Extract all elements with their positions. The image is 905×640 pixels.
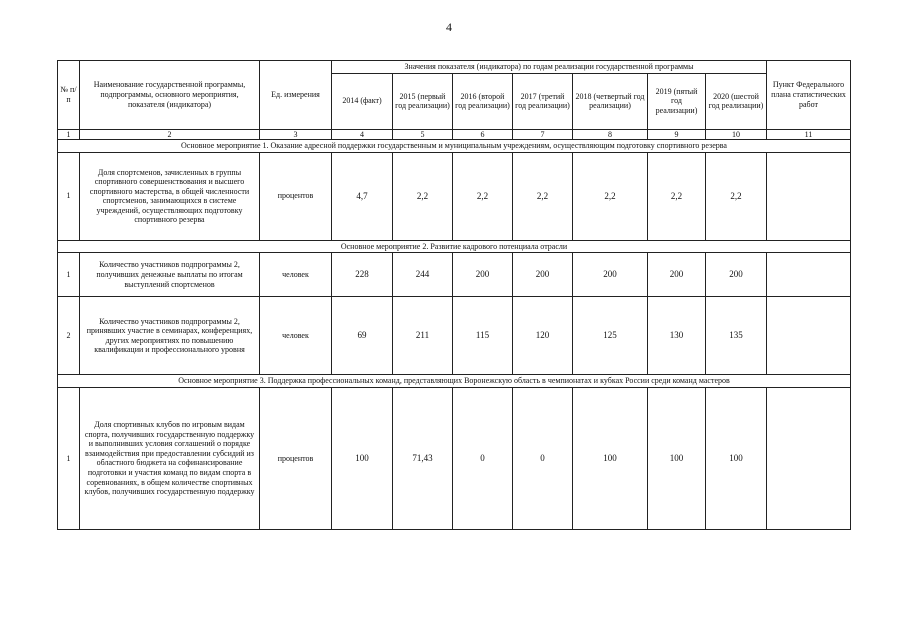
indicators-table	[57, 60, 851, 530]
year-header: 2019 (пятый год реализации)	[648, 73, 706, 129]
row-number: 1	[58, 253, 80, 297]
year-value: 125	[573, 297, 648, 375]
year-header: 2016 (второй год реализации)	[453, 73, 513, 129]
col-number: 8	[573, 129, 648, 140]
year-value: 135	[706, 297, 767, 375]
section-row	[58, 375, 851, 388]
col-number: 10	[706, 129, 767, 140]
col-number: 5	[393, 129, 453, 140]
unit: человек	[260, 253, 332, 297]
year-value: 0	[453, 387, 513, 529]
year-value: 100	[332, 387, 393, 529]
table-row	[58, 387, 851, 529]
col-number: 2	[80, 129, 260, 140]
year-value: 2,2	[706, 152, 767, 240]
unit: процентов	[260, 152, 332, 240]
year-value: 2,2	[393, 152, 453, 240]
section-title: Основное мероприятие 1. Оказание адресной поддержки государственным и муниципальным учреждениям, осуществляющим подготовку спортивного резерва	[58, 140, 851, 153]
section-title: Основное мероприятие 2. Развитие кадрового потенциала отрасли	[58, 240, 851, 253]
year-value: 211	[393, 297, 453, 375]
unit: человек	[260, 297, 332, 375]
fed-plan-item	[767, 297, 851, 375]
year-value: 71,43	[393, 387, 453, 529]
year-header: 2014 (факт)	[332, 73, 393, 129]
row-number: 2	[58, 297, 80, 375]
fed-plan-item	[767, 253, 851, 297]
name-col-header: Наименование государственной программы, подпрограммы, основного мероприятия, показателя (индикатора)	[80, 61, 260, 130]
col-number: 4	[332, 129, 393, 140]
year-header: 2018 (четвертый год реализации)	[573, 73, 648, 129]
header-row	[58, 61, 851, 74]
unit: процентов	[260, 387, 332, 529]
table-row	[58, 152, 851, 240]
year-value: 4,7	[332, 152, 393, 240]
fed-plan-item	[767, 387, 851, 529]
year-value: 2,2	[648, 152, 706, 240]
section-row	[58, 240, 851, 253]
year-value: 200	[648, 253, 706, 297]
row-number: 1	[58, 152, 80, 240]
year-value: 2,2	[513, 152, 573, 240]
year-value: 200	[573, 253, 648, 297]
values-group-header: Значения показателя (индикатора) по годам реализации государственной программы	[332, 61, 767, 74]
year-value: 228	[332, 253, 393, 297]
year-value: 120	[513, 297, 573, 375]
year-value: 200	[706, 253, 767, 297]
year-value: 115	[453, 297, 513, 375]
year-value: 69	[332, 297, 393, 375]
page-number: 4	[446, 20, 452, 34]
year-value: 100	[706, 387, 767, 529]
unit-col-header: Ед. измерения	[260, 61, 332, 130]
indicator-name: Количество участников подпрограммы 2, принявших участие в семинарах, конференциях, других мероприятиях по повышению квалификации и профессионального уровня	[80, 297, 260, 375]
col-number: 1	[58, 129, 80, 140]
year-value: 100	[648, 387, 706, 529]
fed-plan-item	[767, 152, 851, 240]
indicator-name: Количество участников подпрограммы 2, получивших денежные выплаты по итогам выступлений спортсменов	[80, 253, 260, 297]
table-row	[58, 297, 851, 375]
fed-col-header: Пункт Федерального плана статистических работ	[767, 61, 851, 130]
col-number: 11	[767, 129, 851, 140]
year-value: 0	[513, 387, 573, 529]
year-value: 100	[573, 387, 648, 529]
year-header: 2017 (третий год реализации)	[513, 73, 573, 129]
year-header: 2020 (шестой год реализации)	[706, 73, 767, 129]
year-value: 130	[648, 297, 706, 375]
indicator-name: Доля спортсменов, зачисленных в группы спортивного совершенствования и высшего спортивного мастерства, в общей численности спортсменов, занимающихся в системе учреждений, осуществляющих подготовку спортивного резерва	[80, 152, 260, 240]
column-numbers-row	[58, 129, 851, 140]
num-col-header: № п/п	[58, 61, 80, 130]
indicator-name: Доля спортивных клубов по игровым видам спорта, получивших государственную поддержку и выполнивших условия соглашений о порядке взаимодействия при предоставлении субсидий из областного бюджета на софинансирование подготовки и участия команд по видам спорта в соревнованиях, в общем количестве спортивных клубов, получивших государственную поддержку	[80, 387, 260, 529]
col-number: 3	[260, 129, 332, 140]
year-value: 200	[513, 253, 573, 297]
row-number: 1	[58, 387, 80, 529]
year-value: 2,2	[453, 152, 513, 240]
section-title: Основное мероприятие 3. Поддержка профессиональных команд, представляющих Воронежскую область в чемпионатах и кубках России среди команд мастеров	[58, 375, 851, 388]
col-number: 7	[513, 129, 573, 140]
table-body	[58, 61, 851, 530]
year-value: 200	[453, 253, 513, 297]
table-row	[58, 253, 851, 297]
year-value: 2,2	[573, 152, 648, 240]
year-header: 2015 (первый год реализации)	[393, 73, 453, 129]
col-number: 6	[453, 129, 513, 140]
year-value: 244	[393, 253, 453, 297]
section-row	[58, 140, 851, 153]
col-number: 9	[648, 129, 706, 140]
